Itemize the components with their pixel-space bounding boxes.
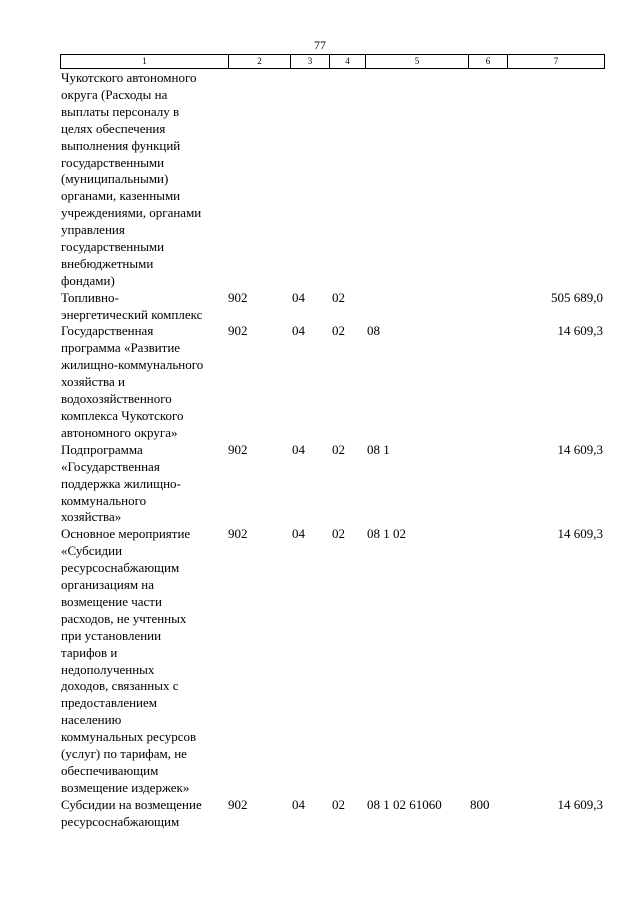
row-code: 902 [228,289,248,305]
row-name-line: управления [61,222,125,238]
row-subsection: 02 [332,526,345,542]
row-name-line: предоставлением [61,695,158,711]
column-header: 1 [61,55,229,69]
row-name-line: энергетический комплекс [61,306,203,322]
page-number: 77 [314,38,326,52]
column-header: 6 [469,55,508,69]
row-name-line: автономного округа» [61,424,178,440]
table-row [0,290,640,324]
column-header-row [61,55,605,69]
row-name-line: Подпрограмма [61,441,143,457]
row-name-line: Основное мероприятие [61,526,191,542]
table-row [0,70,640,290]
row-target: 08 1 [367,441,390,457]
row-name-line: обеспечивающим [61,762,159,778]
table-row [0,323,640,441]
row-expense-type: 800 [470,796,490,812]
row-section: 04 [292,441,305,457]
row-amount: 14 609,3 [557,796,603,812]
column-header: 3 [291,55,330,69]
row-section: 04 [292,796,305,812]
table-row [0,442,640,527]
row-subsection: 02 [332,323,345,339]
row-name-line: программа «Развитие [61,340,181,356]
row-amount: 14 609,3 [557,526,603,542]
row-name-line: комплекса Чукотского [61,408,184,424]
row-name-line: выполнения функций [61,137,181,153]
row-name-line: государственными [61,154,165,170]
row-name [61,442,229,527]
row-name [61,323,229,441]
column-header: 5 [366,55,469,69]
row-target: 08 [367,323,380,339]
row-name-line: учреждениями, органами [61,205,202,221]
row-name-line: округа (Расходы на [61,86,168,102]
row-amount: 14 609,3 [557,323,603,339]
row-name-line: водохозяйственного [61,391,172,407]
row-name-line: Субсидии на возмещение [61,796,202,812]
row-subsection: 02 [332,289,345,305]
row-name-line: Чукотского автономного [61,70,197,85]
row-name-line: коммунального [61,492,147,508]
row-amount: 505 689,0 [551,289,603,305]
row-subsection: 02 [332,441,345,457]
row-name-line: ресурсоснабжающим [61,813,180,829]
row-code: 902 [228,796,248,812]
column-header: 2 [229,55,291,69]
row-name-line: организациям на [61,577,155,592]
row-name-line: населению [61,712,122,728]
row-name-line: жилищно-коммунального [61,357,204,373]
row-name-line: возмещение части [61,593,162,609]
row-name-line: поддержка жилищно- [61,475,181,491]
row-name [61,290,229,324]
row-section: 04 [292,289,305,305]
column-header: 7 [508,55,605,69]
column-header: 4 [330,55,366,69]
row-name [61,526,229,797]
row-name-line: государственными [61,239,165,255]
row-name-line: Топливно- [61,289,119,305]
row-name-line: недополученных [61,661,155,677]
row-name-line: фондами) [61,272,115,288]
row-name-line: при установлении [61,627,162,643]
row-name [61,797,229,831]
row-name-line: (услуг) по тарифам, не [61,746,187,762]
row-code: 902 [228,441,248,457]
row-amount: 14 609,3 [557,441,603,457]
row-code: 902 [228,323,248,339]
row-name-line: коммунальных ресурсов [61,729,197,745]
row-name-line: хозяйства» [61,509,122,525]
row-name-line: внебюджетными [61,255,154,271]
row-name-line: целях обеспечения [61,120,166,136]
row-name-line: органами, казенными [61,188,181,204]
row-name-line: расходов, не учтенных [61,610,187,626]
budget-rows [0,70,640,830]
row-section: 04 [292,323,305,339]
column-header-table [60,54,605,69]
row-name-line: хозяйства и [61,374,125,390]
row-name-line: тарифов и [61,644,118,660]
table-row [0,526,640,796]
row-name-line: Государственная [61,323,154,339]
row-code: 902 [228,526,248,542]
row-section: 04 [292,526,305,542]
table-row [0,797,640,831]
row-name [61,70,229,290]
row-subsection: 02 [332,796,345,812]
row-target: 08 1 02 [367,526,406,542]
row-target: 08 1 02 61060 [367,796,442,812]
row-name-line: «Субсидии [61,543,123,559]
row-name-line: (муниципальными) [61,171,169,187]
row-name-line: «Государственная [61,458,160,474]
row-name-line: ресурсоснабжающим [61,560,180,576]
row-name-line: выплаты персоналу в [61,103,180,119]
row-name-line: доходов, связанных с [61,678,179,694]
row-name-line: возмещение издержек» [61,779,190,795]
